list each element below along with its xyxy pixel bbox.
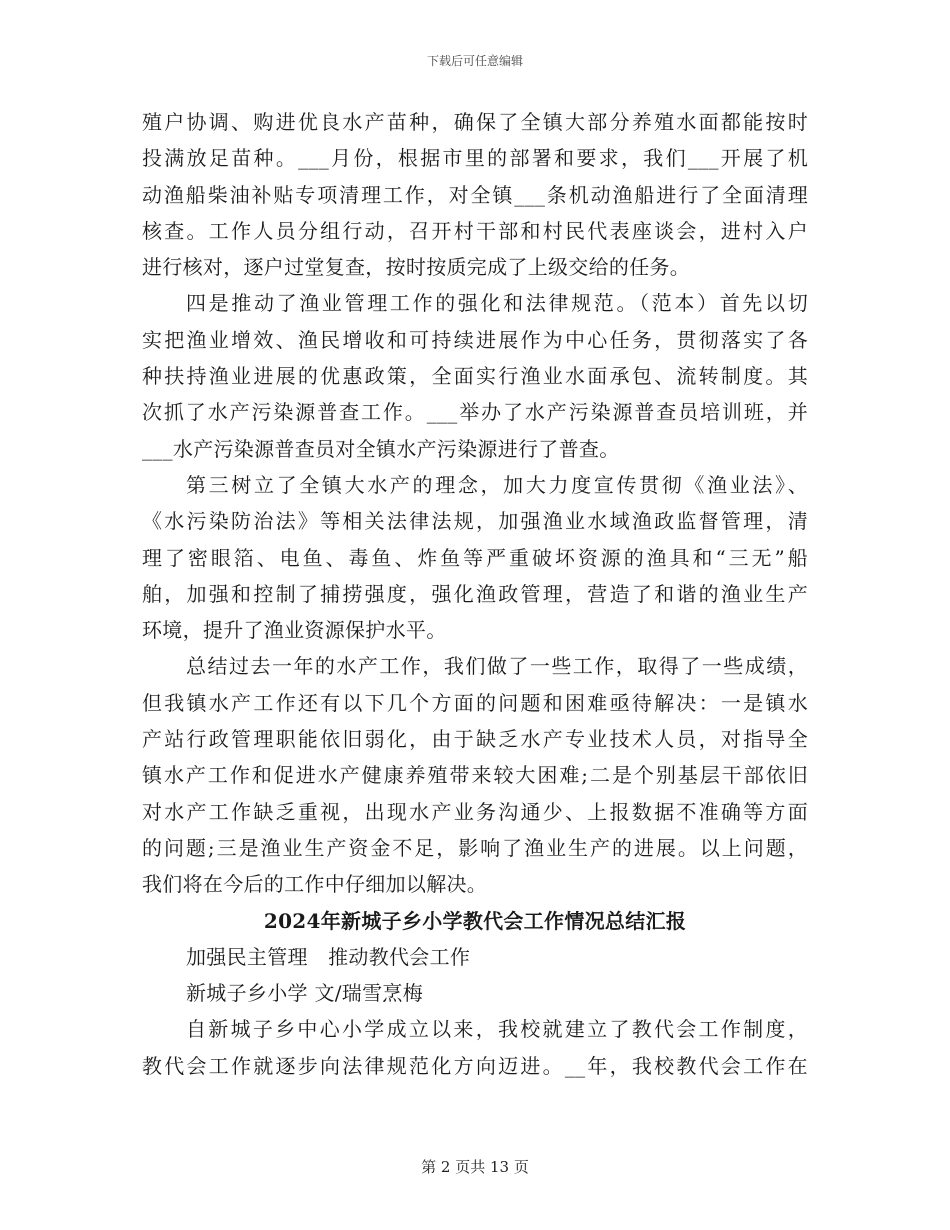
text-line: 对水产工作缺乏重视，出现水产业务沟通少、上报数据不准确等方面 bbox=[142, 799, 808, 824]
page-header: 下载后可任意编辑 bbox=[426, 54, 523, 68]
page-number: 第 2 页共 13 页 bbox=[421, 1158, 529, 1176]
text-line: 理了密眼箔、电鱼、毒鱼、炸鱼等严重破坏资源的渔具和“三无”船 bbox=[142, 545, 808, 570]
text-line: 新城子乡小学 文/瑞雪烹梅 bbox=[186, 981, 423, 1006]
text-line: 舶，加强和控制了捕捞强度，强化渔政管理，营造了和谐的渔业生产 bbox=[142, 581, 808, 606]
text-line: 自新城子乡中心小学成立以来，我校就建立了教代会工作制度， bbox=[186, 1017, 808, 1042]
text-line: 殖户协调、购进优良水产苗种，确保了全镇大部分养殖水面都能按时 bbox=[142, 110, 808, 134]
text-line: 动渔船柴油补贴专项清理工作，对全镇___条机动渔船进行了全面清理 bbox=[142, 182, 808, 207]
text-line: 的问题;三是渔业生产资金不足，影响了渔业生产的进展。以上问题， bbox=[142, 835, 808, 860]
text-line: 种扶持渔业进展的优惠政策，全面实行渔业水面承包、流转制度。其 bbox=[142, 364, 808, 389]
text-line: 镇水产工作和促进水产健康养殖带来较大困难;二是个别基层干部依旧 bbox=[142, 763, 808, 788]
text-line: 产站行政管理职能依旧弱化，由于缺乏水产专业技术人员，对指导全 bbox=[142, 727, 808, 752]
text-line: 进行核对，逐户过堂复查，按时按质完成了上级交给的任务。 bbox=[142, 255, 691, 280]
text-line: 《水污染防治法》等相关法律法规，加强渔业水域渔政监督管理，清 bbox=[142, 509, 808, 534]
text-line: ___水产污染源普查员对全镇水产污染源进行了普查。 bbox=[142, 436, 620, 461]
text-line: 环境，提升了渔业资源保护水平。 bbox=[142, 618, 447, 643]
text-line: 加强民主管理 推动教代会工作 bbox=[186, 944, 471, 969]
text-line: 但我镇水产工作还有以下几个方面的问题和困难亟待解决：一是镇水 bbox=[142, 690, 808, 715]
document-body bbox=[142, 104, 808, 1084]
text-line: 投满放足苗种。___月份，根据市里的部署和要求，我们___开展了机 bbox=[142, 146, 808, 171]
section-title: 2024年新城子乡小学教代会工作情况总结汇报 bbox=[263, 908, 687, 933]
text-line: 总结过去一年的水产工作，我们做了一些工作，取得了一些成绩， bbox=[186, 654, 808, 679]
text-line: 四是推动了渔业管理工作的强化和法律规范。（范本）首先以切 bbox=[186, 291, 808, 316]
text-line: 次抓了水产污染源普查工作。___举办了水产污染源普查员培训班，并 bbox=[142, 400, 808, 425]
text-line: 教代会工作就逐步向法律规范化方向迈进。__年，我校教代会工作在 bbox=[142, 1053, 808, 1078]
text-line: 第三树立了全镇大水产的理念，加大力度宣传贯彻《渔业法》、 bbox=[186, 472, 808, 497]
text-line: 我们将在今后的工作中仔细加以解决。 bbox=[142, 872, 488, 897]
text-line: 核查。工作人员分组行动，召开村干部和村民代表座谈会，进村入户 bbox=[142, 218, 808, 243]
text-line: 实把渔业增效、渔民增收和可持续进展作为中心任务，贯彻落实了各 bbox=[142, 327, 808, 352]
